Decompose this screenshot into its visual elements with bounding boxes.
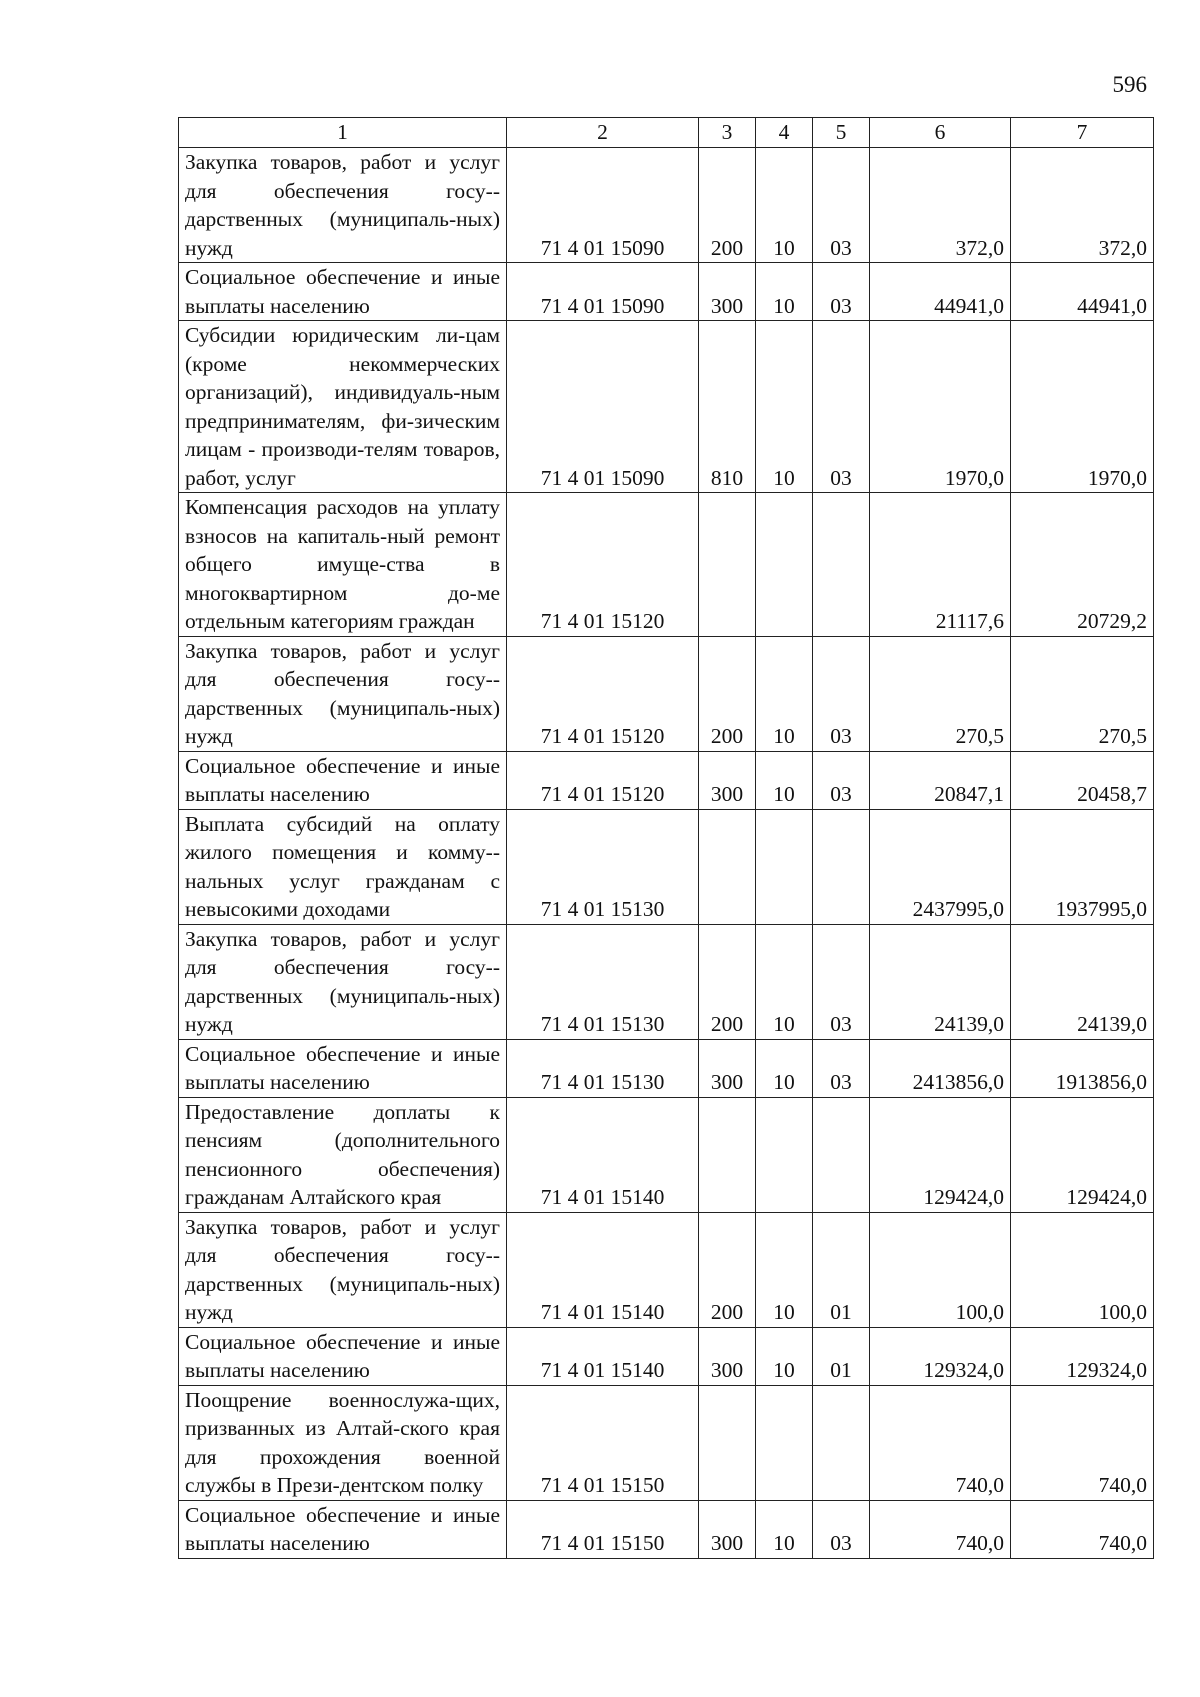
row-amount-col7: 129324,0 xyxy=(1011,1327,1154,1385)
row-description: Закупка товаров, работ и услуг для обеспечения госу-дарственных (муниципаль-ных) нужд xyxy=(179,148,507,263)
row-amount-col7: 270,5 xyxy=(1011,636,1154,751)
row-amount-col6: 44941,0 xyxy=(870,263,1011,321)
row-expense-type xyxy=(699,1385,756,1500)
table-body xyxy=(179,148,1154,1559)
table-row xyxy=(179,1500,1154,1558)
row-description: Социальное обеспечение и иные выплаты населению xyxy=(179,263,507,321)
row-description: Закупка товаров, работ и услуг для обеспечения госу-дарственных (муниципаль-ных) нужд xyxy=(179,636,507,751)
row-amount-col6: 100,0 xyxy=(870,1212,1011,1327)
row-amount-col6: 21117,6 xyxy=(870,493,1011,637)
row-code: 71 4 01 15090 xyxy=(507,148,699,263)
table-row xyxy=(179,148,1154,263)
row-subsection: 03 xyxy=(813,148,870,263)
row-expense-type xyxy=(699,809,756,924)
row-subsection: 03 xyxy=(813,1039,870,1097)
row-expense-type: 300 xyxy=(699,1500,756,1558)
row-description: Закупка товаров, работ и услуг для обеспечения госу-дарственных (муниципаль-ных) нужд xyxy=(179,924,507,1039)
row-amount-col7: 1913856,0 xyxy=(1011,1039,1154,1097)
row-code: 71 4 01 15140 xyxy=(507,1212,699,1327)
row-code: 71 4 01 15140 xyxy=(507,1097,699,1212)
table-row xyxy=(179,493,1154,637)
row-expense-type: 200 xyxy=(699,1212,756,1327)
row-section: 10 xyxy=(756,263,813,321)
row-amount-col6: 270,5 xyxy=(870,636,1011,751)
row-expense-type: 200 xyxy=(699,148,756,263)
row-section: 10 xyxy=(756,1212,813,1327)
row-amount-col7: 24139,0 xyxy=(1011,924,1154,1039)
row-description: Компенсация расходов на уплату взносов на капиталь-ный ремонт общего имуще-ства в многоквартирном до-ме отдельным категориям граждан xyxy=(179,493,507,637)
row-amount-col6: 2437995,0 xyxy=(870,809,1011,924)
row-description: Предоставление доплаты к пенсиям (дополнительного пенсионного обеспечения) гражданам Алтайского края xyxy=(179,1097,507,1212)
row-code: 71 4 01 15120 xyxy=(507,493,699,637)
row-description: Социальное обеспечение и иные выплаты населению xyxy=(179,1327,507,1385)
row-section: 10 xyxy=(756,924,813,1039)
row-subsection: 03 xyxy=(813,321,870,493)
row-amount-col6: 1970,0 xyxy=(870,321,1011,493)
row-expense-type: 300 xyxy=(699,263,756,321)
row-amount-col6: 129324,0 xyxy=(870,1327,1011,1385)
row-expense-type xyxy=(699,1097,756,1212)
table-row xyxy=(179,636,1154,751)
row-description: Социальное обеспечение и иные выплаты населению xyxy=(179,751,507,809)
row-subsection: 01 xyxy=(813,1212,870,1327)
row-section xyxy=(756,493,813,637)
column-header: 6 xyxy=(870,118,1011,148)
table-row xyxy=(179,924,1154,1039)
row-expense-type: 300 xyxy=(699,751,756,809)
row-section: 10 xyxy=(756,148,813,263)
row-amount-col6: 740,0 xyxy=(870,1500,1011,1558)
row-amount-col6: 20847,1 xyxy=(870,751,1011,809)
row-amount-col7: 1937995,0 xyxy=(1011,809,1154,924)
row-section xyxy=(756,1097,813,1212)
row-subsection xyxy=(813,493,870,637)
row-expense-type: 200 xyxy=(699,636,756,751)
row-description: Поощрение военнослужа-щих, призванных из Алтай-ского края для прохождения военной службы в Прези-дентском полку xyxy=(179,1385,507,1500)
column-header: 4 xyxy=(756,118,813,148)
table-row xyxy=(179,1385,1154,1500)
row-section xyxy=(756,809,813,924)
row-expense-type xyxy=(699,493,756,637)
row-description: Закупка товаров, работ и услуг для обеспечения госу-дарственных (муниципаль-ных) нужд xyxy=(179,1212,507,1327)
column-header: 2 xyxy=(507,118,699,148)
page-number: 596 xyxy=(1112,72,1147,97)
row-description: Социальное обеспечение и иные выплаты населению xyxy=(179,1500,507,1558)
row-code: 71 4 01 15130 xyxy=(507,809,699,924)
header-row xyxy=(179,118,1154,148)
row-expense-type: 200 xyxy=(699,924,756,1039)
table-row xyxy=(179,1212,1154,1327)
row-description: Выплата субсидий на оплату жилого помещения и комму-нальных услуг гражданам с невысокими доходами xyxy=(179,809,507,924)
row-section: 10 xyxy=(756,636,813,751)
row-amount-col7: 44941,0 xyxy=(1011,263,1154,321)
row-code: 71 4 01 15140 xyxy=(507,1327,699,1385)
row-section: 10 xyxy=(756,321,813,493)
row-expense-type: 300 xyxy=(699,1039,756,1097)
row-subsection: 01 xyxy=(813,1327,870,1385)
row-amount-col7: 740,0 xyxy=(1011,1385,1154,1500)
row-code: 71 4 01 15120 xyxy=(507,751,699,809)
row-amount-col7: 740,0 xyxy=(1011,1500,1154,1558)
row-code: 71 4 01 15120 xyxy=(507,636,699,751)
row-subsection xyxy=(813,809,870,924)
row-amount-col6: 24139,0 xyxy=(870,924,1011,1039)
row-section: 10 xyxy=(756,1500,813,1558)
row-amount-col7: 100,0 xyxy=(1011,1212,1154,1327)
row-amount-col6: 129424,0 xyxy=(870,1097,1011,1212)
row-amount-col6: 740,0 xyxy=(870,1385,1011,1500)
table-row xyxy=(179,751,1154,809)
budget-table xyxy=(178,117,1154,1559)
row-code: 71 4 01 15130 xyxy=(507,1039,699,1097)
row-amount-col6: 2413856,0 xyxy=(870,1039,1011,1097)
row-code: 71 4 01 15090 xyxy=(507,321,699,493)
row-code: 71 4 01 15150 xyxy=(507,1500,699,1558)
row-section: 10 xyxy=(756,1039,813,1097)
table-row xyxy=(179,1097,1154,1212)
row-amount-col7: 20729,2 xyxy=(1011,493,1154,637)
table-row xyxy=(179,809,1154,924)
row-section xyxy=(756,1385,813,1500)
row-amount-col7: 20458,7 xyxy=(1011,751,1154,809)
row-subsection: 03 xyxy=(813,1500,870,1558)
column-header: 7 xyxy=(1011,118,1154,148)
row-amount-col6: 372,0 xyxy=(870,148,1011,263)
row-subsection: 03 xyxy=(813,751,870,809)
row-amount-col7: 1970,0 xyxy=(1011,321,1154,493)
row-section: 10 xyxy=(756,1327,813,1385)
row-amount-col7: 372,0 xyxy=(1011,148,1154,263)
row-section: 10 xyxy=(756,751,813,809)
table-row xyxy=(179,1039,1154,1097)
column-header: 5 xyxy=(813,118,870,148)
row-subsection: 03 xyxy=(813,924,870,1039)
row-description: Субсидии юридическим ли-цам (кроме некоммерческих организаций), индивидуаль-ным предпринимателям, фи-зическим лицам - производи-телям товаров, работ, услуг xyxy=(179,321,507,493)
row-subsection xyxy=(813,1097,870,1212)
row-code: 71 4 01 15130 xyxy=(507,924,699,1039)
column-header: 1 xyxy=(179,118,507,148)
row-amount-col7: 129424,0 xyxy=(1011,1097,1154,1212)
row-subsection: 03 xyxy=(813,636,870,751)
column-header: 3 xyxy=(699,118,756,148)
row-subsection: 03 xyxy=(813,263,870,321)
row-description: Социальное обеспечение и иные выплаты населению xyxy=(179,1039,507,1097)
table-row xyxy=(179,1327,1154,1385)
row-code: 71 4 01 15150 xyxy=(507,1385,699,1500)
row-code: 71 4 01 15090 xyxy=(507,263,699,321)
row-expense-type: 810 xyxy=(699,321,756,493)
row-subsection xyxy=(813,1385,870,1500)
table-row xyxy=(179,263,1154,321)
row-expense-type: 300 xyxy=(699,1327,756,1385)
table-row xyxy=(179,321,1154,493)
